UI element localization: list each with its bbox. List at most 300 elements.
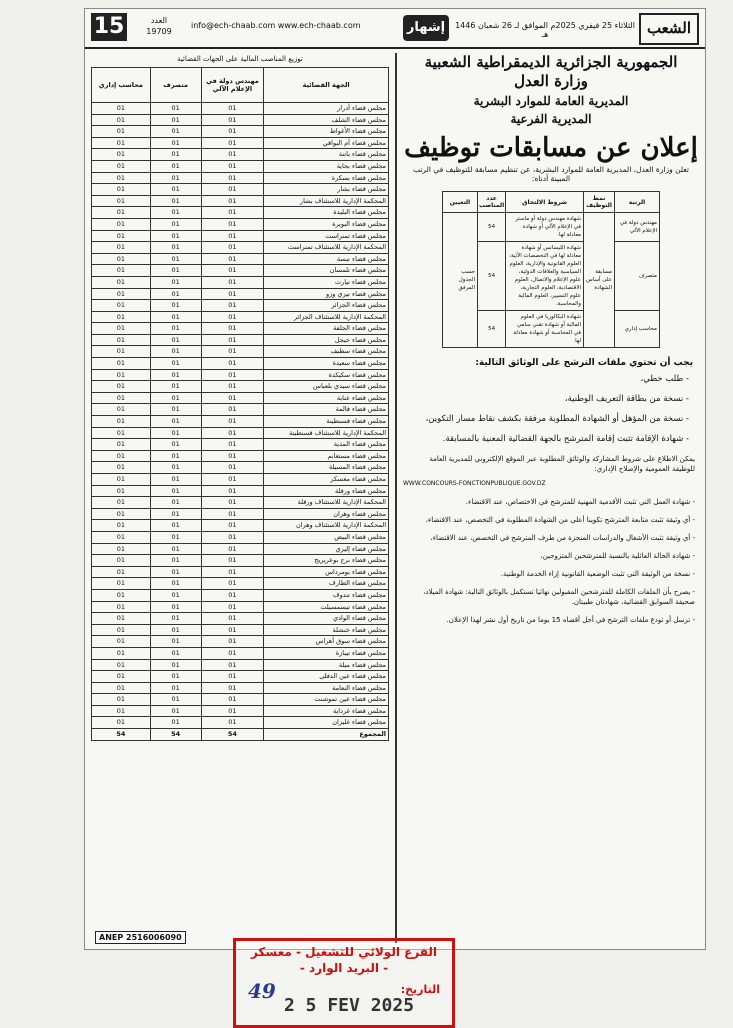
administrator-count-cell: 01 xyxy=(150,300,201,312)
engineer-count-cell: 01 xyxy=(201,589,264,601)
accountant-count-cell: 01 xyxy=(92,160,151,172)
accountant-count-cell: 01 xyxy=(92,624,151,636)
accountant-count-cell: 01 xyxy=(92,276,151,288)
table-row xyxy=(92,485,389,497)
table-row xyxy=(92,497,389,509)
engineer-count-cell: 01 xyxy=(201,253,264,265)
accountant-count-cell: 01 xyxy=(92,474,151,486)
table-row xyxy=(92,566,389,578)
table-row xyxy=(92,694,389,706)
total-accountant: 54 xyxy=(92,729,151,741)
position-conditions: شهادة الليسانس أو شهادة معادلة لها في التخصصات الآتية: العلوم القانونية والإدارية، العلوم السياسية والعلاقات الدولية، علوم الإعلام والاتصال، العلوم الاقتصادية، العلوم التجارية، علوم التسيير، العلوم المالية والمحاسبة. xyxy=(506,242,584,311)
administrator-count-cell: 01 xyxy=(150,369,201,381)
court-name-cell: مجلس قضاء الجزائر xyxy=(264,300,389,312)
accountant-count-cell: 01 xyxy=(92,358,151,370)
engineer-count-cell: 01 xyxy=(201,508,264,520)
position-conditions: شهادة مهندس دولة أو ماستر في الإعلام الآلي أو شهادة معادلة لها. xyxy=(506,213,584,242)
court-name-cell: مجلس قضاء سكيكدة xyxy=(264,369,389,381)
court-name-cell: مجلس قضاء عين الدفلى xyxy=(264,671,389,683)
engineer-count-cell: 01 xyxy=(201,392,264,404)
administrator-count-cell: 01 xyxy=(150,114,201,126)
engineer-count-cell: 01 xyxy=(201,300,264,312)
announcement-column xyxy=(403,53,699,633)
document-item: - نسخة من بطاقة التعريف الوطنية، xyxy=(564,394,689,404)
administrator-count-cell: 01 xyxy=(150,613,201,625)
accountant-count-cell: 01 xyxy=(92,578,151,590)
court-name-cell: مجلس قضاء تبسة xyxy=(264,253,389,265)
issue-box xyxy=(133,15,185,37)
engineer-count-cell: 01 xyxy=(201,103,264,115)
table-row xyxy=(92,207,389,219)
accountant-count-cell: 01 xyxy=(92,531,151,543)
accountant-count-cell: 01 xyxy=(92,323,151,335)
section-badge: إشهار xyxy=(403,15,449,41)
administrator-count-cell: 01 xyxy=(150,404,201,416)
issue-label: العدد xyxy=(150,16,168,25)
note-item: - يصرح بأن الملفات الكاملة للمترشحين المقبولين نهائيا تستكمل بالوثائق التالية: شهادة الميلاد، صحيفة السوابق القضائية، شهادتان طبيتان. xyxy=(423,588,695,606)
administrator-count-cell: 01 xyxy=(150,207,201,219)
engineer-count-cell: 01 xyxy=(201,462,264,474)
court-name-cell: مجلس قضاء البويرة xyxy=(264,218,389,230)
position-row xyxy=(443,213,660,242)
court-name-cell: مجلس قضاء الطارف xyxy=(264,578,389,590)
table-row xyxy=(92,613,389,625)
table-row xyxy=(92,184,389,196)
court-name-cell: مجلس قضاء البليدة xyxy=(264,207,389,219)
engineer-count-cell: 01 xyxy=(201,207,264,219)
note-item: - ترسل أو تودع ملفات الترشح في أجل أقصاه 15 يوما من تاريخ أول نشر لهذا الإعلان. xyxy=(446,616,695,624)
administrator-count-cell: 01 xyxy=(150,543,201,555)
engineer-count-cell: 01 xyxy=(201,288,264,300)
table-row xyxy=(92,462,389,474)
court-name-cell: مجلس قضاء سطيف xyxy=(264,346,389,358)
col-header-engineer: مهندس دولة في الإعلام الآلي xyxy=(201,68,264,103)
court-name-cell: مجلس قضاء عين تموشنت xyxy=(264,694,389,706)
table-row xyxy=(92,589,389,601)
court-name-cell: مجلس قضاء وهران xyxy=(264,508,389,520)
administrator-count-cell: 01 xyxy=(150,184,201,196)
court-name-cell: مجلس قضاء غليزان xyxy=(264,717,389,729)
administrator-count-cell: 01 xyxy=(150,392,201,404)
administrator-count-cell: 01 xyxy=(150,694,201,706)
note-item: - أي وثيقة تثبت متابعة المترشح تكوينا أعلى من الشهادة المطلوبة في التخصص، عند الاقتضاء، xyxy=(425,516,695,524)
accountant-count-cell: 01 xyxy=(92,172,151,184)
administrator-count-cell: 01 xyxy=(150,705,201,717)
table-row xyxy=(92,636,389,648)
table-row xyxy=(92,671,389,683)
table-row xyxy=(92,578,389,590)
engineer-count-cell: 01 xyxy=(201,346,264,358)
stamp-mail: - البريد الوارد - xyxy=(299,961,389,975)
announcement-intro: تعلن وزارة العدل، المديرية العامة للموارد البشرية، عن تنظيم مسابقة للتوظيف في الرتب المبينة أدناه: xyxy=(412,165,689,183)
accountant-count-cell: 01 xyxy=(92,520,151,532)
stamp-date-label: التاريخ: xyxy=(400,983,440,996)
accountant-count-cell: 01 xyxy=(92,508,151,520)
accountant-count-cell: 01 xyxy=(92,311,151,323)
court-name-cell: مجلس قضاء تندوف xyxy=(264,589,389,601)
court-name-cell: مجلس قضاء النعامة xyxy=(264,682,389,694)
table-row xyxy=(92,288,389,300)
court-name-cell: مجلس قضاء عنابة xyxy=(264,392,389,404)
engineer-count-cell: 01 xyxy=(201,334,264,346)
court-name-cell: المحكمة الإدارية للاستئناف بشار xyxy=(264,195,389,207)
engineer-count-cell: 01 xyxy=(201,427,264,439)
accountant-count-cell: 01 xyxy=(92,381,151,393)
engineer-count-cell: 01 xyxy=(201,439,264,451)
engineer-count-cell: 01 xyxy=(201,671,264,683)
table-row xyxy=(92,474,389,486)
court-name-cell: مجلس قضاء أم البواقي xyxy=(264,137,389,149)
header-date: الثلاثاء 25 فيفري 2025م الموافق لـ 26 شعبان 1446 هـ xyxy=(455,21,635,39)
administrator-count-cell: 01 xyxy=(150,416,201,428)
distribution-body xyxy=(92,103,389,729)
administrator-count-cell: 01 xyxy=(150,126,201,138)
pos-header-mode: نمط التوظيف xyxy=(584,192,615,213)
court-name-cell: المحكمة الإدارية للاستئناف ورقلة xyxy=(264,497,389,509)
administrator-count-cell: 01 xyxy=(150,636,201,648)
administrator-count-cell: 01 xyxy=(150,601,201,613)
accountant-count-cell: 01 xyxy=(92,462,151,474)
website-note: يمكن الاطلاع على شروط المشاركة والوثائق المطلوبة عبر الموقع الإلكتروني للمديرية العامة للوظيفة العمومية والإصلاح الإداري: xyxy=(429,455,695,473)
position-grade: محاسب إداري xyxy=(615,311,660,348)
court-name-cell: مجلس قضاء تيسمسيلت xyxy=(264,601,389,613)
administrator-count-cell: 01 xyxy=(150,508,201,520)
engineer-count-cell: 01 xyxy=(201,624,264,636)
table-row xyxy=(92,416,389,428)
engineer-count-cell: 01 xyxy=(201,195,264,207)
table-row xyxy=(92,624,389,636)
engineer-count-cell: 01 xyxy=(201,184,264,196)
administrator-count-cell: 01 xyxy=(150,671,201,683)
engineer-count-cell: 01 xyxy=(201,416,264,428)
engineer-count-cell: 01 xyxy=(201,636,264,648)
administrator-count-cell: 01 xyxy=(150,218,201,230)
accountant-count-cell: 01 xyxy=(92,369,151,381)
administrator-count-cell: 01 xyxy=(150,103,201,115)
accountant-count-cell: 01 xyxy=(92,682,151,694)
administrator-count-cell: 01 xyxy=(150,717,201,729)
court-name-cell: المحكمة الإدارية للاستئناف قسنطينة xyxy=(264,427,389,439)
accountant-count-cell: 01 xyxy=(92,450,151,462)
accountant-count-cell: 01 xyxy=(92,647,151,659)
position-count: 54 xyxy=(478,242,506,311)
engineer-count-cell: 01 xyxy=(201,230,264,242)
accountant-count-cell: 01 xyxy=(92,613,151,625)
table-row xyxy=(92,253,389,265)
accountant-count-cell: 01 xyxy=(92,288,151,300)
table-row xyxy=(92,265,389,277)
administrator-count-cell: 01 xyxy=(150,265,201,277)
documents-heading: يجب أن تحتوي ملفات الترشح على الوثائق التالية: xyxy=(475,358,693,368)
accountant-count-cell: 01 xyxy=(92,659,151,671)
engineer-count-cell: 01 xyxy=(201,218,264,230)
accountant-count-cell: 01 xyxy=(92,103,151,115)
table-row xyxy=(92,392,389,404)
ministry-heading: وزارة العدل xyxy=(514,72,588,90)
col-header-court: الجهة القضائية xyxy=(264,68,389,103)
administrator-count-cell: 01 xyxy=(150,450,201,462)
accountant-count-cell: 01 xyxy=(92,300,151,312)
engineer-count-cell: 01 xyxy=(201,659,264,671)
court-name-cell: المحكمة الإدارية للاستئناف تمنراست xyxy=(264,242,389,254)
engineer-count-cell: 01 xyxy=(201,520,264,532)
administrator-count-cell: 01 xyxy=(150,346,201,358)
administrator-count-cell: 01 xyxy=(150,439,201,451)
page-number: 15 xyxy=(91,13,127,41)
table-row xyxy=(92,508,389,520)
engineer-count-cell: 01 xyxy=(201,172,264,184)
table-row xyxy=(92,705,389,717)
administrator-count-cell: 01 xyxy=(150,531,201,543)
engineer-count-cell: 01 xyxy=(201,531,264,543)
administrator-count-cell: 01 xyxy=(150,485,201,497)
engineer-count-cell: 01 xyxy=(201,566,264,578)
court-name-cell: مجلس قضاء الوادي xyxy=(264,613,389,625)
total-row xyxy=(92,729,389,741)
accountant-count-cell: 01 xyxy=(92,126,151,138)
accountant-count-cell: 01 xyxy=(92,253,151,265)
total-label: المجموع xyxy=(264,729,389,741)
position-mode: مسابقة على أساس الشهادة xyxy=(584,213,615,348)
table-row xyxy=(92,300,389,312)
position-grade: مهندس دولة في الإعلام الآلي xyxy=(615,213,660,242)
engineer-count-cell: 01 xyxy=(201,485,264,497)
accountant-count-cell: 01 xyxy=(92,566,151,578)
table-row xyxy=(92,450,389,462)
administrator-count-cell: 01 xyxy=(150,659,201,671)
administrator-count-cell: 01 xyxy=(150,195,201,207)
court-name-cell: مجلس قضاء سعيدة xyxy=(264,358,389,370)
accountant-count-cell: 01 xyxy=(92,636,151,648)
engineer-count-cell: 01 xyxy=(201,705,264,717)
court-name-cell: مجلس قضاء برج بوعريريج xyxy=(264,555,389,567)
table-row xyxy=(92,242,389,254)
republic-heading: الجمهورية الجزائرية الديمقراطية الشعبية xyxy=(424,53,678,71)
position-conditions: شهادة البكالوريا في العلوم المالية أو شهادة تقني سامي في المحاسبة أو شهادة معادلة لها. xyxy=(506,311,584,348)
accountant-count-cell: 01 xyxy=(92,694,151,706)
table-row xyxy=(92,346,389,358)
page-header xyxy=(85,9,705,49)
court-name-cell: المحكمة الإدارية للاستئناف الجزائر xyxy=(264,311,389,323)
administrator-count-cell: 01 xyxy=(150,647,201,659)
engineer-count-cell: 01 xyxy=(201,601,264,613)
court-name-cell: مجلس قضاء معسكر xyxy=(264,474,389,486)
administrator-count-cell: 01 xyxy=(150,276,201,288)
court-name-cell: مجلس قضاء الشلف xyxy=(264,114,389,126)
administrator-count-cell: 01 xyxy=(150,149,201,161)
accountant-count-cell: 01 xyxy=(92,589,151,601)
administrator-count-cell: 01 xyxy=(150,566,201,578)
pos-header-conditions: شروط الالتحاق xyxy=(506,192,584,213)
accountant-count-cell: 01 xyxy=(92,601,151,613)
court-name-cell: مجلس قضاء تيبازة xyxy=(264,647,389,659)
administrator-count-cell: 01 xyxy=(150,323,201,335)
document-item: - نسخة من المؤهل أو الشهادة المطلوبة مرفقة بكشف نقاط مسار التكوين، xyxy=(425,414,689,424)
engineer-count-cell: 01 xyxy=(201,242,264,254)
accountant-count-cell: 01 xyxy=(92,265,151,277)
administrator-count-cell: 01 xyxy=(150,462,201,474)
engineer-count-cell: 01 xyxy=(201,717,264,729)
court-name-cell: مجلس قضاء الجلفة xyxy=(264,323,389,335)
stamp-date: 2 5 FEV 2025 xyxy=(284,995,415,1016)
administrator-count-cell: 01 xyxy=(150,160,201,172)
table-row xyxy=(92,218,389,230)
distribution-table xyxy=(91,67,389,741)
court-name-cell: مجلس قضاء تلمسان xyxy=(264,265,389,277)
table-row xyxy=(92,311,389,323)
table-row xyxy=(92,520,389,532)
sub-directorate-heading: المديرية الفرعية xyxy=(510,112,592,126)
engineer-count-cell: 01 xyxy=(201,450,264,462)
issue-number: 19709 xyxy=(146,27,172,36)
positions-header-row xyxy=(443,192,660,213)
table-row xyxy=(92,439,389,451)
table-row xyxy=(92,427,389,439)
court-name-cell: مجلس قضاء الأغواط xyxy=(264,126,389,138)
accountant-count-cell: 01 xyxy=(92,427,151,439)
table-row xyxy=(92,358,389,370)
court-name-cell: مجلس قضاء مستغانم xyxy=(264,450,389,462)
administrator-count-cell: 01 xyxy=(150,381,201,393)
accountant-count-cell: 01 xyxy=(92,439,151,451)
stamp-handwritten-number: 49 xyxy=(248,979,276,1003)
engineer-count-cell: 01 xyxy=(201,404,264,416)
distribution-column xyxy=(91,53,389,741)
court-name-cell: المحكمة الإدارية للاستئناف وهران xyxy=(264,520,389,532)
court-name-cell: مجلس قضاء باتنة xyxy=(264,149,389,161)
newspaper-page xyxy=(84,8,706,950)
engineer-count-cell: 01 xyxy=(201,682,264,694)
court-name-cell: مجلس قضاء بجاية xyxy=(264,160,389,172)
court-name-cell: مجلس قضاء بومرداس xyxy=(264,566,389,578)
total-administrator: 54 xyxy=(150,729,201,741)
announcement-title: إعلان عن مسابقات توظيف xyxy=(404,133,698,163)
court-name-cell: مجلس قضاء ميلة xyxy=(264,659,389,671)
engineer-count-cell: 01 xyxy=(201,647,264,659)
col-header-administrator: متصرف xyxy=(150,68,201,103)
stamp-office: الفرع الولائي للتشغيل - معسكر xyxy=(250,945,438,959)
position-assignment: حسب الجدول المرفق xyxy=(443,213,478,348)
document-item: - شهادة الإقامة تثبت إقامة المترشح بالجهة القضائية المعنية بالمسابقة. xyxy=(442,434,689,444)
accountant-count-cell: 01 xyxy=(92,416,151,428)
administrator-count-cell: 01 xyxy=(150,578,201,590)
table-row xyxy=(92,230,389,242)
position-count: 54 xyxy=(478,213,506,242)
court-name-cell: مجلس قضاء سيدي بلعباس xyxy=(264,381,389,393)
engineer-count-cell: 01 xyxy=(201,381,264,393)
table-row xyxy=(92,149,389,161)
table-row xyxy=(92,334,389,346)
court-name-cell: مجلس قضاء قالمة xyxy=(264,404,389,416)
accountant-count-cell: 01 xyxy=(92,497,151,509)
court-name-cell: مجلس قضاء إليزي xyxy=(264,543,389,555)
accountant-count-cell: 01 xyxy=(92,485,151,497)
court-name-cell: مجلس قضاء المدية xyxy=(264,439,389,451)
administrator-count-cell: 01 xyxy=(150,555,201,567)
accountant-count-cell: 01 xyxy=(92,184,151,196)
directorate-heading: المديرية العامة للموارد البشرية xyxy=(473,94,629,108)
table-row xyxy=(92,137,389,149)
administrator-count-cell: 01 xyxy=(150,624,201,636)
accountant-count-cell: 01 xyxy=(92,114,151,126)
accountant-count-cell: 01 xyxy=(92,392,151,404)
table-row xyxy=(92,172,389,184)
administrator-count-cell: 01 xyxy=(150,334,201,346)
position-grade: متصرف xyxy=(615,242,660,311)
court-name-cell: مجلس قضاء أدرار xyxy=(264,103,389,115)
distribution-caption: توزيع المناصب المالية على الجهات القضائية xyxy=(177,55,303,63)
administrator-count-cell: 01 xyxy=(150,520,201,532)
accountant-count-cell: 01 xyxy=(92,717,151,729)
table-row xyxy=(92,276,389,288)
court-name-cell: مجلس قضاء جيجل xyxy=(264,334,389,346)
engineer-count-cell: 01 xyxy=(201,323,264,335)
engineer-count-cell: 01 xyxy=(201,497,264,509)
table-row xyxy=(92,323,389,335)
table-row xyxy=(92,126,389,138)
note-item: - أي وثيقة تثبت الأشغال والدراسات المنجزة من طرف المترشح في التخصص، عند الاقتضاء، xyxy=(430,534,695,542)
court-name-cell: مجلس قضاء بشار xyxy=(264,184,389,196)
engineer-count-cell: 01 xyxy=(201,311,264,323)
accountant-count-cell: 01 xyxy=(92,242,151,254)
accountant-count-cell: 01 xyxy=(92,230,151,242)
table-row xyxy=(92,369,389,381)
table-row xyxy=(92,682,389,694)
engineer-count-cell: 01 xyxy=(201,149,264,161)
total-engineer: 54 xyxy=(201,729,264,741)
court-name-cell: مجلس قضاء المسيلة xyxy=(264,462,389,474)
table-row xyxy=(92,647,389,659)
administrator-count-cell: 01 xyxy=(150,474,201,486)
administrator-count-cell: 01 xyxy=(150,172,201,184)
accountant-count-cell: 01 xyxy=(92,334,151,346)
engineer-count-cell: 01 xyxy=(201,543,264,555)
newspaper-logo: الشعب xyxy=(639,13,699,45)
accountant-count-cell: 01 xyxy=(92,346,151,358)
court-name-cell: مجلس قضاء قسنطينة xyxy=(264,416,389,428)
table-row xyxy=(92,717,389,729)
accountant-count-cell: 01 xyxy=(92,137,151,149)
administrator-count-cell: 01 xyxy=(150,497,201,509)
court-name-cell: مجلس قضاء تمنراست xyxy=(264,230,389,242)
table-row xyxy=(92,555,389,567)
administrator-count-cell: 01 xyxy=(150,682,201,694)
administrator-count-cell: 01 xyxy=(150,311,201,323)
engineer-count-cell: 01 xyxy=(201,555,264,567)
column-divider xyxy=(395,53,397,943)
administrator-count-cell: 01 xyxy=(150,253,201,265)
positions-table xyxy=(442,191,660,348)
engineer-count-cell: 01 xyxy=(201,276,264,288)
position-count: 54 xyxy=(478,311,506,348)
accountant-count-cell: 01 xyxy=(92,671,151,683)
court-name-cell: مجلس قضاء سوق أهراس xyxy=(264,636,389,648)
reception-stamp xyxy=(233,938,455,1028)
court-name-cell: مجلس قضاء بسكرة xyxy=(264,172,389,184)
note-item: - شهادة الحالة العائلية بالنسبة للمترشحين المتزوجين، xyxy=(540,552,695,560)
recruitment-url: WWW.CONCOURS-FONCTIONPUBLIQUE.GOV.DZ xyxy=(403,480,546,487)
administrator-count-cell: 01 xyxy=(150,358,201,370)
court-name-cell: مجلس قضاء تيارت xyxy=(264,276,389,288)
accountant-count-cell: 01 xyxy=(92,207,151,219)
note-item: - نسخة من الوثيقة التي تثبت الوضعية القانونية إزاء الخدمة الوطنية. xyxy=(500,570,695,578)
table-row xyxy=(92,381,389,393)
court-name-cell: مجلس قضاء تيزي وزو xyxy=(264,288,389,300)
court-name-cell: مجلس قضاء البيض xyxy=(264,531,389,543)
administrator-count-cell: 01 xyxy=(150,288,201,300)
engineer-count-cell: 01 xyxy=(201,474,264,486)
engineer-count-cell: 01 xyxy=(201,137,264,149)
